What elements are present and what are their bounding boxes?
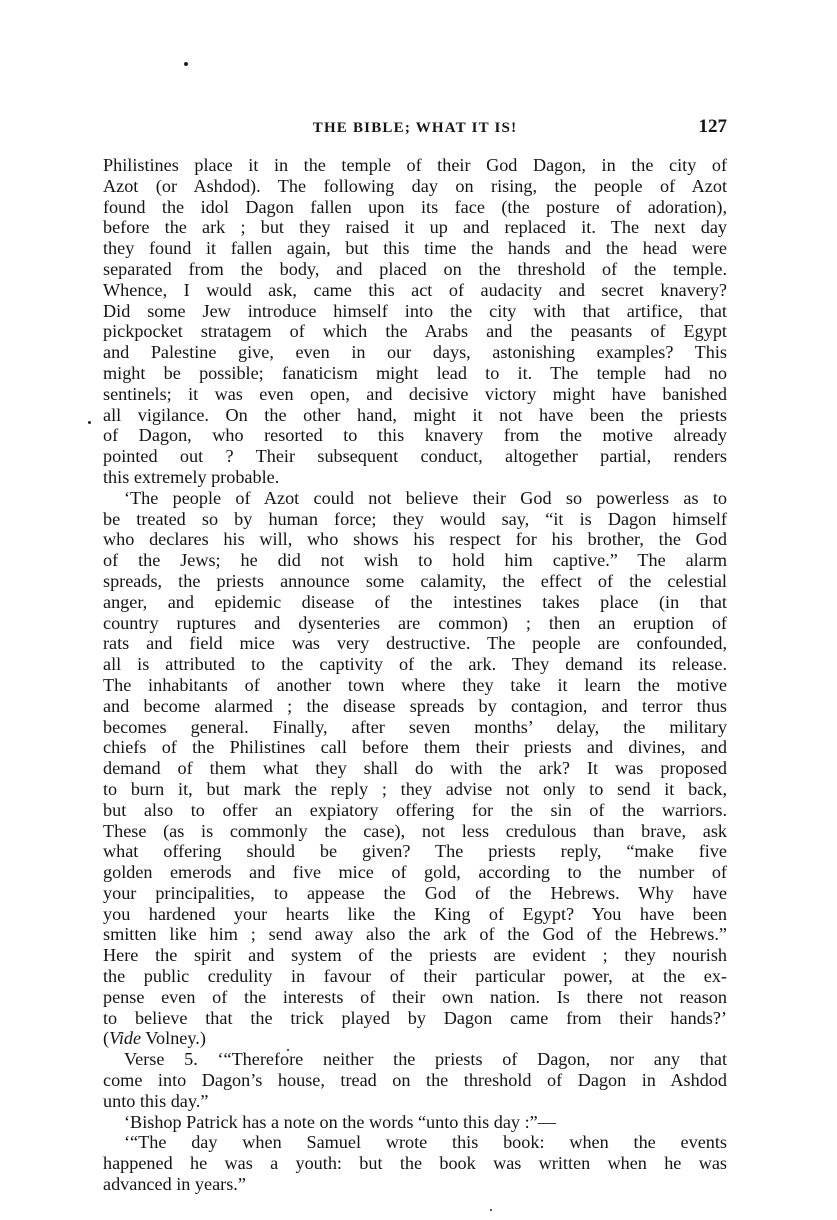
text-line: before the ark ; but they raised it up and replaced it. The next day <box>103 217 727 238</box>
text-line: be treated so by human force; they would say, “it is Dagon himself <box>103 508 727 529</box>
text-line: Azot (or Ashdod). The following day on rising, the people of Azot <box>103 175 727 196</box>
text-line: ‘“The day when Samuel wrote this book: when the events <box>124 1132 727 1153</box>
text-line: come into Dagon’s house, tread on the threshold of Dagon in Ashdod <box>103 1070 727 1091</box>
text-line: ‘Bishop Patrick has a note on the words “unto this day :”— <box>124 1111 556 1132</box>
text-line: the public credulity in favour of their particular power, at the ex- <box>103 966 727 987</box>
text-line: of the Jews; he did not wish to hold him captive.” The alarm <box>103 550 727 571</box>
text-line: found the idol Dagon fallen upon its face (the posture of adoration), <box>103 196 727 217</box>
page-number: 127 <box>698 116 727 137</box>
text-line: to burn it, but mark the reply ; they advise not only to send it back, <box>103 778 727 799</box>
text-line: chiefs of the Philistines call before them their priests and divines, and <box>103 737 727 758</box>
text-line: happened he was a youth: but the book was written when he was <box>103 1153 727 1174</box>
text-line: this extremely probable. <box>103 466 280 487</box>
text-line: all vigilance. On the other hand, might it not have been the priests <box>103 404 727 425</box>
text-line: smitten like him ; send away also the ark of the God of the Hebrews.” <box>103 924 727 945</box>
text-line: advanced in years.” <box>103 1174 246 1195</box>
text-line: and Palestine give, even in our days, astonishing examples? This <box>103 342 727 363</box>
text-line: what offering should be given? The priests reply, “make five <box>103 841 727 862</box>
running-head <box>103 116 727 142</box>
text-line: and become alarmed ; the disease spreads by contagion, and terror thus <box>103 695 727 716</box>
text-line: Philistines place it in the temple of their God Dagon, in the city of <box>103 155 727 175</box>
text-line: country ruptures and dysenteries are common) ; then an eruption of <box>103 612 727 633</box>
text-line: who declares his will, who shows his respect for his brother, the God <box>103 529 727 550</box>
text-line: but also to offer an expiatory offering for the sin of the warriors. <box>103 799 727 820</box>
running-title: THE BIBLE; WHAT IT IS! <box>312 120 518 136</box>
text-line: all is attributed to the captivity of the ark. They demand its release. <box>103 654 727 675</box>
text-line: you hardened your hearts like the King of Egypt? You have been <box>103 903 727 924</box>
text-line: The inhabitants of another town where they take it learn the motive <box>103 674 727 695</box>
text-line: Did some Jew introduce himself into the city with that artifice, that <box>103 300 727 321</box>
text-line: Whence, I would ask, came this act of audacity and secret knavery? <box>103 279 727 300</box>
text-line: golden emerods and five mice of gold, according to the number of <box>103 862 727 883</box>
vide-label: Vide <box>109 1028 142 1049</box>
print-speck <box>490 1209 492 1211</box>
text-line: rats and field mice was very destructive. The people are confounded, <box>103 633 727 654</box>
text-line: demand of them what they shall do with the ark? It was proposed <box>103 758 727 779</box>
citation-line: (Vide Volney.) <box>103 1028 206 1049</box>
text-line: they found it fallen again, but this time the hands and the head were <box>103 238 727 259</box>
body-text <box>103 155 727 1195</box>
text-line: Verse 5. ‘“Therefore neither the priests of Dagon, nor any that <box>124 1049 727 1070</box>
citation-source: Volney.) <box>145 1028 206 1049</box>
text-line: Here the spirit and system of the priests are evident ; they nourish <box>103 945 727 966</box>
text-line: anger, and epidemic disease of the intestines takes place (in that <box>103 591 727 612</box>
margin-speck <box>88 421 91 424</box>
text-line: to believe that the trick played by Dagon came from their hands?’ <box>103 1007 727 1028</box>
text-line: These (as is commonly the case), not less credulous than brave, ask <box>103 820 727 841</box>
text-line: pointed out ? Their subsequent conduct, altogether partial, renders <box>103 446 727 467</box>
text-line: spreads, the priests announce some calamity, the effect of the celestial <box>103 570 727 591</box>
text-line: pickpocket stratagem of which the Arabs and the peasants of Egypt <box>103 321 727 342</box>
text-line: becomes general. Finally, after seven months’ delay, the military <box>103 716 727 737</box>
text-line: sentinels; it was even open, and decisive victory might have banished <box>103 383 727 404</box>
text-line: of Dagon, who resorted to this knavery from the motive already <box>103 425 727 446</box>
text-line: might be possible; fanaticism might lead to it. The temple had no <box>103 362 727 383</box>
text-line: unto this day.” <box>103 1090 209 1111</box>
text-line: ‘The people of Azot could not believe their God so powerless as to <box>124 487 727 508</box>
text-line: pense even of the interests of their own nation. Is there not reason <box>103 986 727 1007</box>
text-line: separated from the body, and placed on the threshold of the temple. <box>103 258 727 279</box>
text-line: your principalities, to appease the God of the Hebrews. Why have <box>103 882 727 903</box>
print-speck <box>184 62 188 66</box>
